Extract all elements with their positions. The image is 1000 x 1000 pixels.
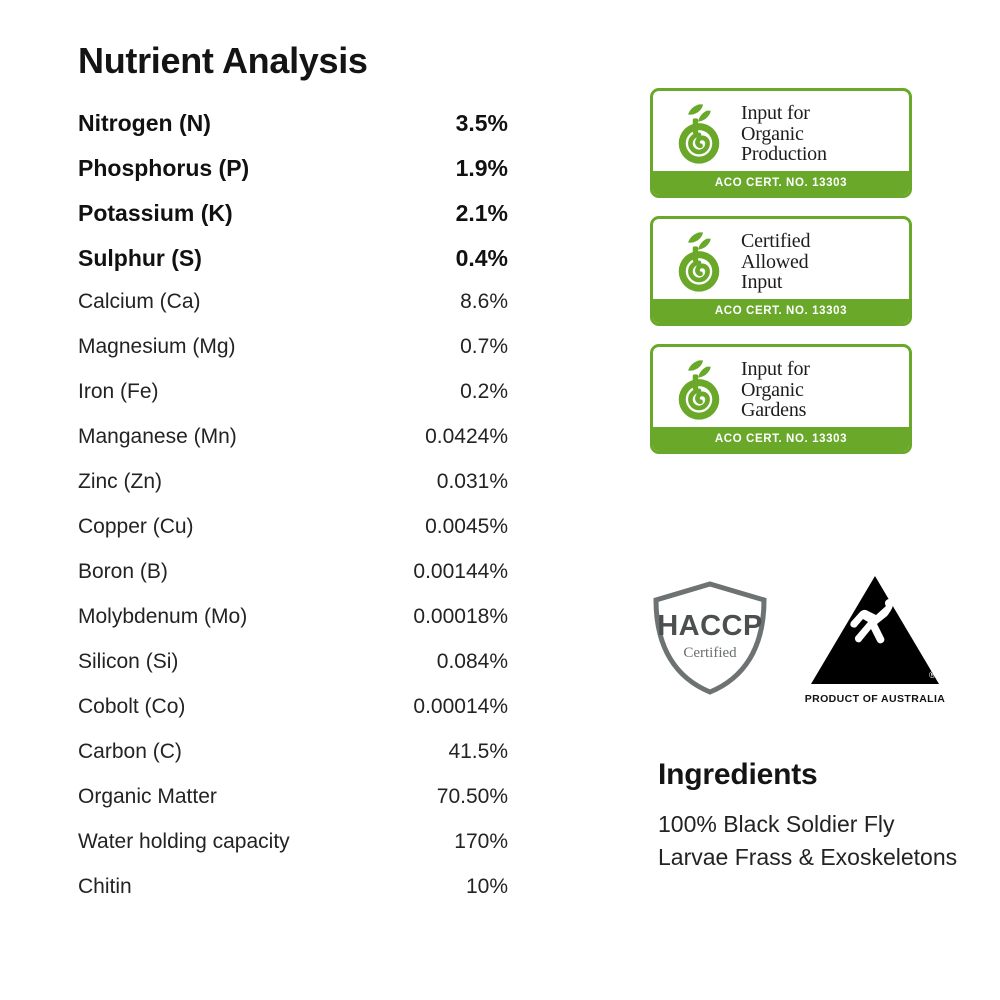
aco-badge-allowed-input (650, 216, 912, 326)
aco-badge-organic-production (650, 88, 912, 198)
aco-badge-line: Gardens (741, 399, 807, 422)
nutrient-name: Iron (Fe) (78, 380, 159, 403)
nutrient-value: 0.031% (436, 470, 508, 493)
nutrient-name: Manganese (Mn) (78, 425, 237, 448)
nutrient-name: Sulphur (S) (78, 245, 202, 271)
nutrient-name: Boron (B) (78, 560, 168, 583)
aco-cert-number: ACO CERT. NO. 13303 (653, 171, 909, 195)
nutrient-value: 10% (465, 875, 508, 898)
nutrient-value: 0.0424% (425, 425, 508, 448)
table-row (78, 830, 508, 875)
nutrient-value: 70.50% (436, 785, 508, 808)
nutrient-value: 0.7% (460, 335, 508, 358)
nutrient-name: Water holding capacity (78, 830, 290, 853)
australian-made-triangle-icon (809, 574, 941, 686)
table-row (78, 290, 508, 335)
nutrient-name: Calcium (Ca) (78, 290, 201, 313)
table-row (78, 740, 508, 785)
table-row (78, 110, 508, 155)
nutrient-name: Cobolt (Co) (78, 695, 186, 718)
nutrient-name: Organic Matter (78, 785, 217, 808)
haccp-shield-icon (640, 578, 780, 698)
table-row (78, 200, 508, 245)
aco-badge-text (739, 231, 810, 293)
table-row (78, 470, 508, 515)
ingredients-text: 100% Black Soldier Fly Larvae Frass & Exoskeletons (658, 811, 958, 870)
table-row (78, 560, 508, 605)
aco-badge-line: Organic (741, 378, 804, 401)
svg-text:®: ® (929, 670, 936, 680)
aco-badge-line: Allowed (741, 250, 809, 273)
nutrient-value: 0.00014% (413, 695, 508, 718)
quality-marks-row (640, 568, 960, 708)
nutrient-name: Chitin (78, 875, 132, 898)
nutrient-value: 170% (454, 830, 508, 853)
aco-badge-text (739, 103, 827, 165)
table-row (78, 245, 508, 290)
aco-badge-line: Certified (741, 229, 811, 252)
nutrient-value: 0.00018% (413, 605, 508, 628)
aco-badge-line: Organic (741, 122, 804, 145)
table-row (78, 695, 508, 740)
page-title: Nutrient Analysis (78, 40, 368, 81)
ingredients-section (658, 758, 958, 873)
table-row (78, 515, 508, 560)
table-row (78, 155, 508, 200)
nutrient-value: 0.2% (460, 380, 508, 403)
haccp-title: HACCP (657, 610, 763, 642)
table-row (78, 875, 508, 920)
nutrient-name: Magnesium (Mg) (78, 335, 236, 358)
aco-badge-line: Input for (741, 357, 810, 380)
aco-cert-number: ACO CERT. NO. 13303 (653, 299, 909, 323)
table-row (78, 425, 508, 470)
aco-leaf-spiral-icon (659, 222, 739, 302)
nutrient-name: Nitrogen (N) (78, 110, 211, 136)
aco-badge-text (739, 359, 810, 421)
aco-leaf-spiral-icon (659, 350, 739, 430)
nutrient-value: 0.084% (436, 650, 508, 673)
nutrient-value: 0.00144% (413, 560, 508, 583)
nutrient-name: Potassium (K) (78, 200, 233, 226)
ingredients-title: Ingredients (658, 758, 818, 791)
product-of-australia-mark (795, 574, 955, 705)
aco-badge-line: Production (741, 143, 827, 166)
nutrient-name: Molybdenum (Mo) (78, 605, 248, 628)
nutrient-value: 8.6% (460, 290, 508, 313)
nutrient-value: 41.5% (448, 740, 508, 763)
aco-badge-organic-gardens (650, 344, 912, 454)
table-row (78, 785, 508, 830)
nutrient-name: Copper (Cu) (78, 515, 194, 538)
aco-badge-line: Input (741, 271, 783, 294)
table-row (78, 605, 508, 650)
product-of-australia-caption: PRODUCT OF AUSTRALIA (804, 693, 946, 705)
nutrient-name: Zinc (Zn) (78, 470, 162, 493)
nutrient-name: Silicon (Si) (78, 650, 179, 673)
nutrient-value: 1.9% (455, 155, 508, 181)
haccp-subtitle: Certified (683, 645, 737, 661)
nutrient-name: Carbon (C) (78, 740, 182, 763)
nutrient-value: 0.4% (455, 245, 508, 271)
certification-badges (650, 88, 940, 472)
aco-cert-number: ACO CERT. NO. 13303 (653, 427, 909, 451)
nutrient-value: 2.1% (455, 200, 508, 226)
aco-leaf-spiral-icon (659, 94, 739, 174)
table-row (78, 650, 508, 695)
table-row (78, 335, 508, 380)
table-row (78, 380, 508, 425)
nutrient-name: Phosphorus (P) (78, 155, 250, 181)
nutrient-value: 0.0045% (425, 515, 508, 538)
nutrient-analysis-section (78, 40, 508, 920)
nutrient-value: 3.5% (455, 110, 508, 136)
aco-badge-line: Input for (741, 101, 810, 124)
